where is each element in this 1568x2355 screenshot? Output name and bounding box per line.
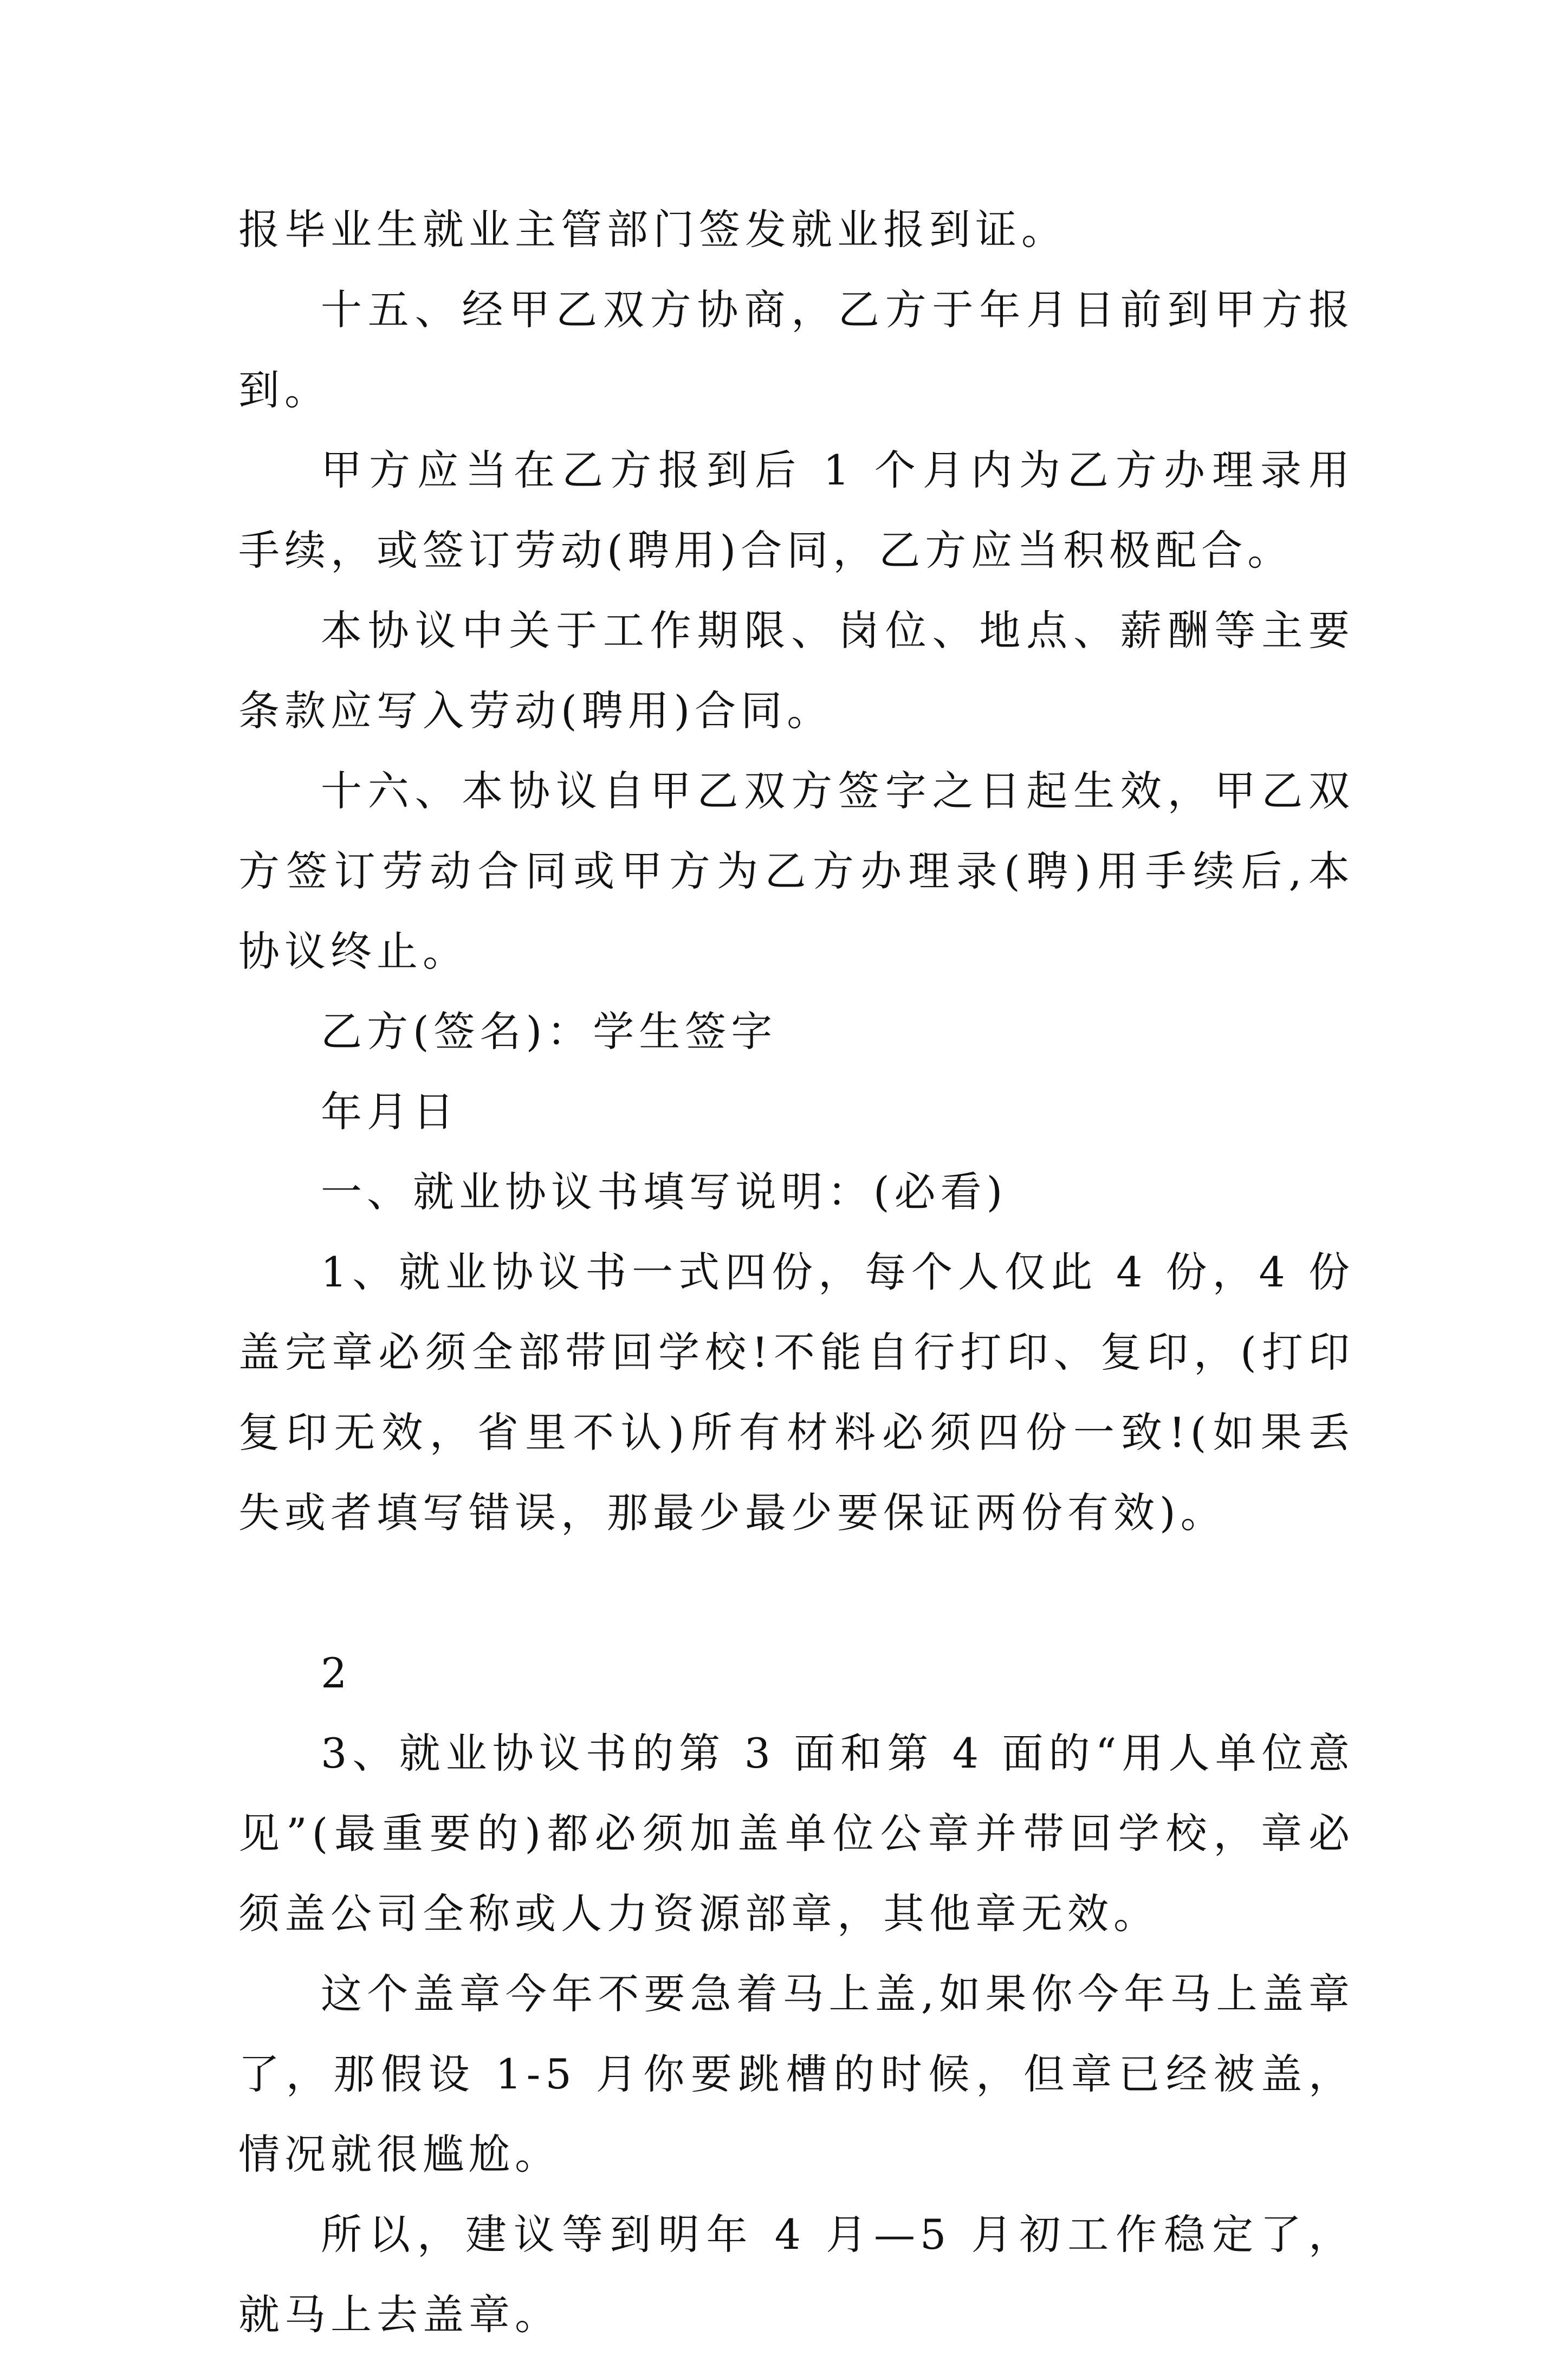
- signature-line: 乙方(签名)：学生签字: [321, 1007, 777, 1056]
- paragraph-contract-terms: 本协议中关于工作期限、岗位、地点、薪酬等主要条款应写入劳动(聘用)合同。: [238, 606, 1355, 735]
- section-heading-instructions: 一、就业协议书填写说明：(必看): [321, 1168, 1008, 1216]
- paragraph-clause-15: 十五、经甲乙双方协商，乙方于年月日前到甲方报到。: [238, 286, 1355, 414]
- instruction-item-3: 3、就业协议书的第 3 面和第 4 面的“用人单位意见”(最重要的)都必须加盖单位公章并带回学校，章必须盖公司全称或人力资源部章，其他章无效。: [238, 1729, 1355, 1938]
- instruction-item-1: 1、就业协议书一式四份，每个人仅此 4 份，4 份盖完章必须全部带回学校!不能自行打印、复印，(打印复印无效，省里不认)所有材料必须四份一致!(如果丢失或者填写错误，那最少最少要保证两份有效)。: [238, 1248, 1355, 1537]
- instruction-item-2: 2: [321, 1649, 352, 1697]
- paragraph-stamp-timing: 这个盖章今年不要急着马上盖,如果你今年马上盖章了，那假设 1-5 月你要跳槽的时候，但章已经被盖，情况就很尴尬。: [238, 1970, 1355, 2178]
- paragraph-recommendation: 所以，建议等到明年 4 月—5 月初工作稳定了，就马上去盖章。: [238, 2210, 1355, 2339]
- date-line: 年月日: [321, 1088, 459, 1136]
- paragraph-continuation: 报毕业生就业主管部门签发就业报到证。: [238, 205, 1067, 254]
- spacer: [238, 1553, 1355, 1633]
- paragraph-hiring-procedure: 甲方应当在乙方报到后 1 个月内为乙方办理录用手续，或签订劳动(聘用)合同，乙方应当积极配合。: [238, 446, 1355, 574]
- document-body: [238, 190, 1355, 2355]
- paragraph-clause-16: 十六、本协议自甲乙双方签字之日起生效，甲乙双方签订劳动合同或甲方为乙方办理录(聘)用手续后,本协议终止。: [238, 767, 1355, 975]
